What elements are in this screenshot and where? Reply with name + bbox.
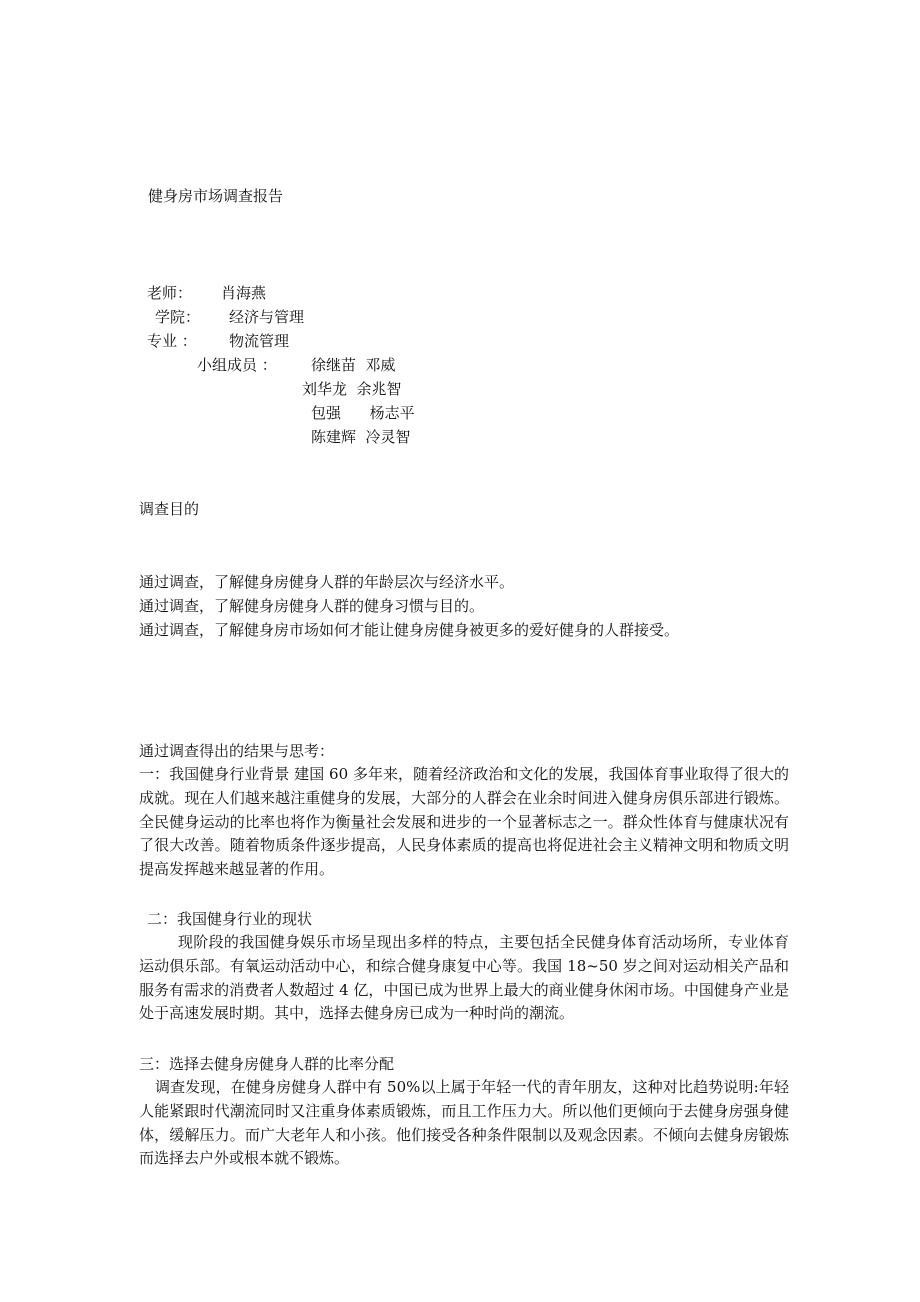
section-status-heading: 二：我国健身行业的现状 bbox=[147, 910, 313, 928]
teacher-label: 老师： bbox=[147, 284, 193, 302]
section-status-paragraph: 现阶段的我国健身娱乐市场呈现出多样的特点，主要包括全民健身体育活动场所，专业体育运动俱乐部。有氧运动活动中心，和综合健身康复中心等。我国 18~50 岁之间对运动相关产品和服务有需求的消费者人数超过 4 亿，中国已成为世界上最大的商业健身休闲市场。中国健身产业是处于高速发展时期。其中，选择去健身房已成为一种时尚的潮流。 bbox=[139, 933, 789, 1023]
results-heading: 通过调查得出的结果与思考： bbox=[139, 742, 335, 760]
section-background-paragraph: 一：我国健身行业背景 建国 60 多年来，随着经济政治和文化的发展，我国体育事业取得了很大的成就。现在人们越来越注重健身的发展，大部分的人群会在业余时间进入健身房俱乐部进行锻炼。全民健身运动的比率也将作为衡量社会发展和进步的一个显著标志之一。群众性体育与健康状况有了很大改善。随着物质条件逐步提高，人民身体素质的提高也将促进社会主义精神文明和物质文明提高发挥越来越显著的作用。 bbox=[139, 765, 789, 879]
major-name: 物流管理 bbox=[229, 332, 290, 350]
purpose-item: 通过调查，了解健身房市场如何才能让健身房健身被更多的爱好健身的人群接受。 bbox=[139, 621, 680, 639]
section-ratio-paragraph: 调查发现，在健身房健身人群中有 50%以上属于年轻一代的青年朋友，这种对比趋势说明:年轻人能紧跟时代潮流同时又注重身体素质锻炼，而且工作压力大。所以他们更倾向于去健身房强身健体，缓解压力。而广大老年人和小孩。他们接受各种条件限制以及观念因素。不倾向去健身房锻炼而选择去户外或根本就不锻炼。 bbox=[139, 1078, 789, 1168]
college-name: 经济与管理 bbox=[229, 308, 305, 326]
member-pair: 包强 杨志平 bbox=[311, 404, 415, 422]
member-pair: 刘华龙 余兆智 bbox=[302, 380, 402, 398]
teacher-name: 肖海燕 bbox=[221, 284, 267, 302]
member-pair: 徐继苗 邓威 bbox=[311, 356, 396, 374]
report-title: 健身房市场调查报告 bbox=[148, 187, 284, 205]
section-ratio-heading: 三：选择去健身房健身人群的比率分配 bbox=[139, 1055, 395, 1073]
college-label: 学院： bbox=[155, 308, 201, 326]
members-label: 小组成员 ： bbox=[197, 356, 277, 374]
member-pair: 陈建辉 冷灵智 bbox=[311, 428, 411, 446]
purpose-heading: 调查目的 bbox=[139, 500, 200, 518]
purpose-item: 通过调查，了解健身房健身人群的年龄层次与经济水平。 bbox=[139, 573, 515, 591]
purpose-item: 通过调查，了解健身房健身人群的健身习惯与目的。 bbox=[139, 597, 485, 615]
major-label: 专业 ： bbox=[147, 332, 197, 350]
